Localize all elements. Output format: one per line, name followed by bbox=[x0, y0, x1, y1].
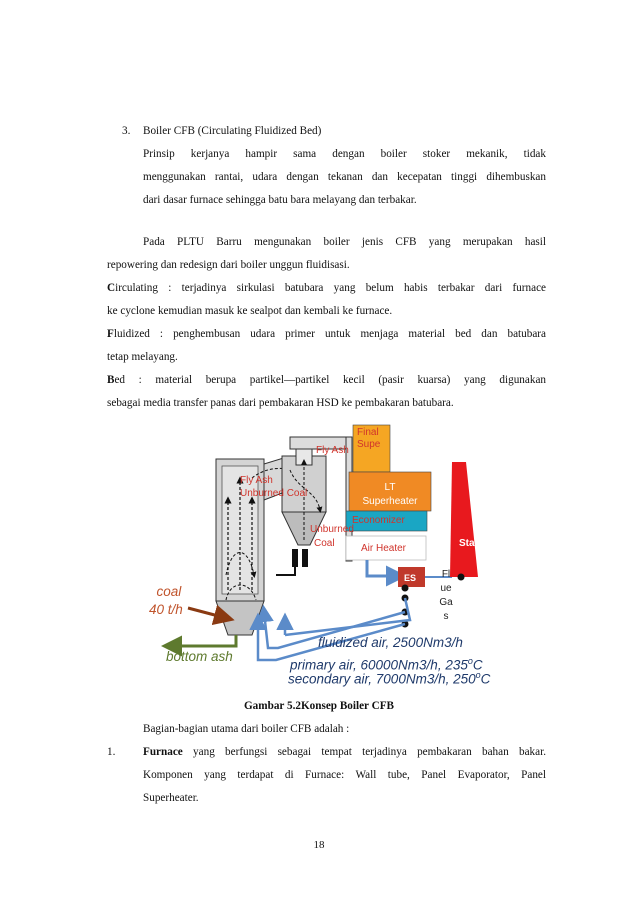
para2-line: repowering dan redesign dari boiler unggun fluidisasi. bbox=[107, 259, 350, 271]
bottom-ash-label: bottom ash bbox=[166, 649, 233, 664]
unburned-coal-right-label: Unburned Coal bbox=[310, 524, 354, 549]
para1-line: dari dasar furnace sehingga batu bara melayang dan terbakar. bbox=[143, 194, 417, 206]
furnace-components-line: Komponen yang terdapat di Furnace: Wall tube, Panel Evaporator, Panel bbox=[143, 769, 546, 781]
circulating-line2: ke cyclone kemudian masuk ke sealpot dan kembali ke furnace. bbox=[107, 305, 393, 317]
circulating-text: irculating : terjadinya sirkulasi batubara yang belum habis terbakar dari furnace bbox=[115, 282, 546, 294]
final-superheater-label: Final Supe bbox=[357, 427, 381, 450]
bed-initial: B bbox=[107, 374, 115, 386]
air-supply-lines bbox=[258, 598, 410, 660]
furnace-components-line: Superheater. bbox=[143, 792, 199, 804]
bed-text: ed : material berupa partikel—partikel kecil (pasir kuarsa) yang digunakan bbox=[114, 374, 546, 386]
bottom-ash-line bbox=[170, 635, 236, 646]
stack bbox=[450, 462, 478, 577]
fly-ash-left-label: Fly Ash bbox=[240, 475, 273, 486]
furnace-definition bbox=[143, 745, 546, 759]
components-number: 1. bbox=[107, 746, 116, 758]
circulating-initial: C bbox=[107, 282, 116, 294]
flue-gas-label: Fl ue Ga s bbox=[439, 569, 453, 622]
fluidized-initial: F bbox=[107, 328, 114, 340]
secondary-air-label: secondary air, 7000Nm3/h, 250$^o$C bbox=[288, 670, 491, 687]
section-number: 3. bbox=[122, 125, 131, 137]
fluidized-text: luidized : penghembusan udara primer untuk menjaga material bed dan batubara bbox=[113, 328, 546, 340]
components-intro: Bagian-bagian utama dari boiler CFB adalah : bbox=[143, 723, 350, 735]
fluidized-line2: tetap melayang. bbox=[107, 351, 178, 363]
flue-gas-duct bbox=[367, 560, 398, 576]
para1-line: menggunakan rantai, udara dengan tekanan dan kecepatan tinggi dihembuskan bbox=[143, 171, 546, 183]
bed-line2: sebagai media transfer panas dari pembakaran HSD ke pembakaran batubara. bbox=[107, 397, 454, 409]
seal-pot bbox=[276, 549, 308, 575]
figure-caption: Gambar 5.2Konsep Boiler CFB bbox=[243, 700, 394, 712]
unburned-coal-left-label: Unburned Coal bbox=[240, 488, 308, 499]
primary-air-label: primary air, 60000Nm3/h, 235$^o$C bbox=[290, 656, 483, 673]
para2-line: Pada PLTU Barru mengunakan boiler jenis CFB yang merupakan hasil bbox=[143, 236, 546, 248]
furnace-term: Furnace bbox=[143, 746, 183, 758]
economizer-label: Economizer bbox=[352, 515, 405, 526]
fly-ash-top-label: Fly Ash bbox=[316, 445, 349, 456]
coal-label: coal 40 t/h bbox=[149, 584, 183, 617]
lt-superheater-label: LT Superheater bbox=[362, 482, 418, 507]
furnace-text: yang berfungsi sebagai tempat terjadinya pembakaran bahan bakar. bbox=[182, 746, 546, 758]
es-label: ES bbox=[404, 573, 417, 583]
section-heading: Boiler CFB (Circulating Fluidized Bed) bbox=[143, 125, 322, 137]
air-heater-label: Air Heater bbox=[361, 543, 407, 554]
page-number: 18 bbox=[313, 839, 325, 851]
stack-label: Sta bbox=[459, 538, 475, 549]
para1-line: Prinsip kerjanya hampir sama dengan boiler stoker mekanik, tidak bbox=[143, 148, 546, 160]
fluidized-air-label: fluidized air, 2500Nm3/h bbox=[318, 635, 463, 650]
